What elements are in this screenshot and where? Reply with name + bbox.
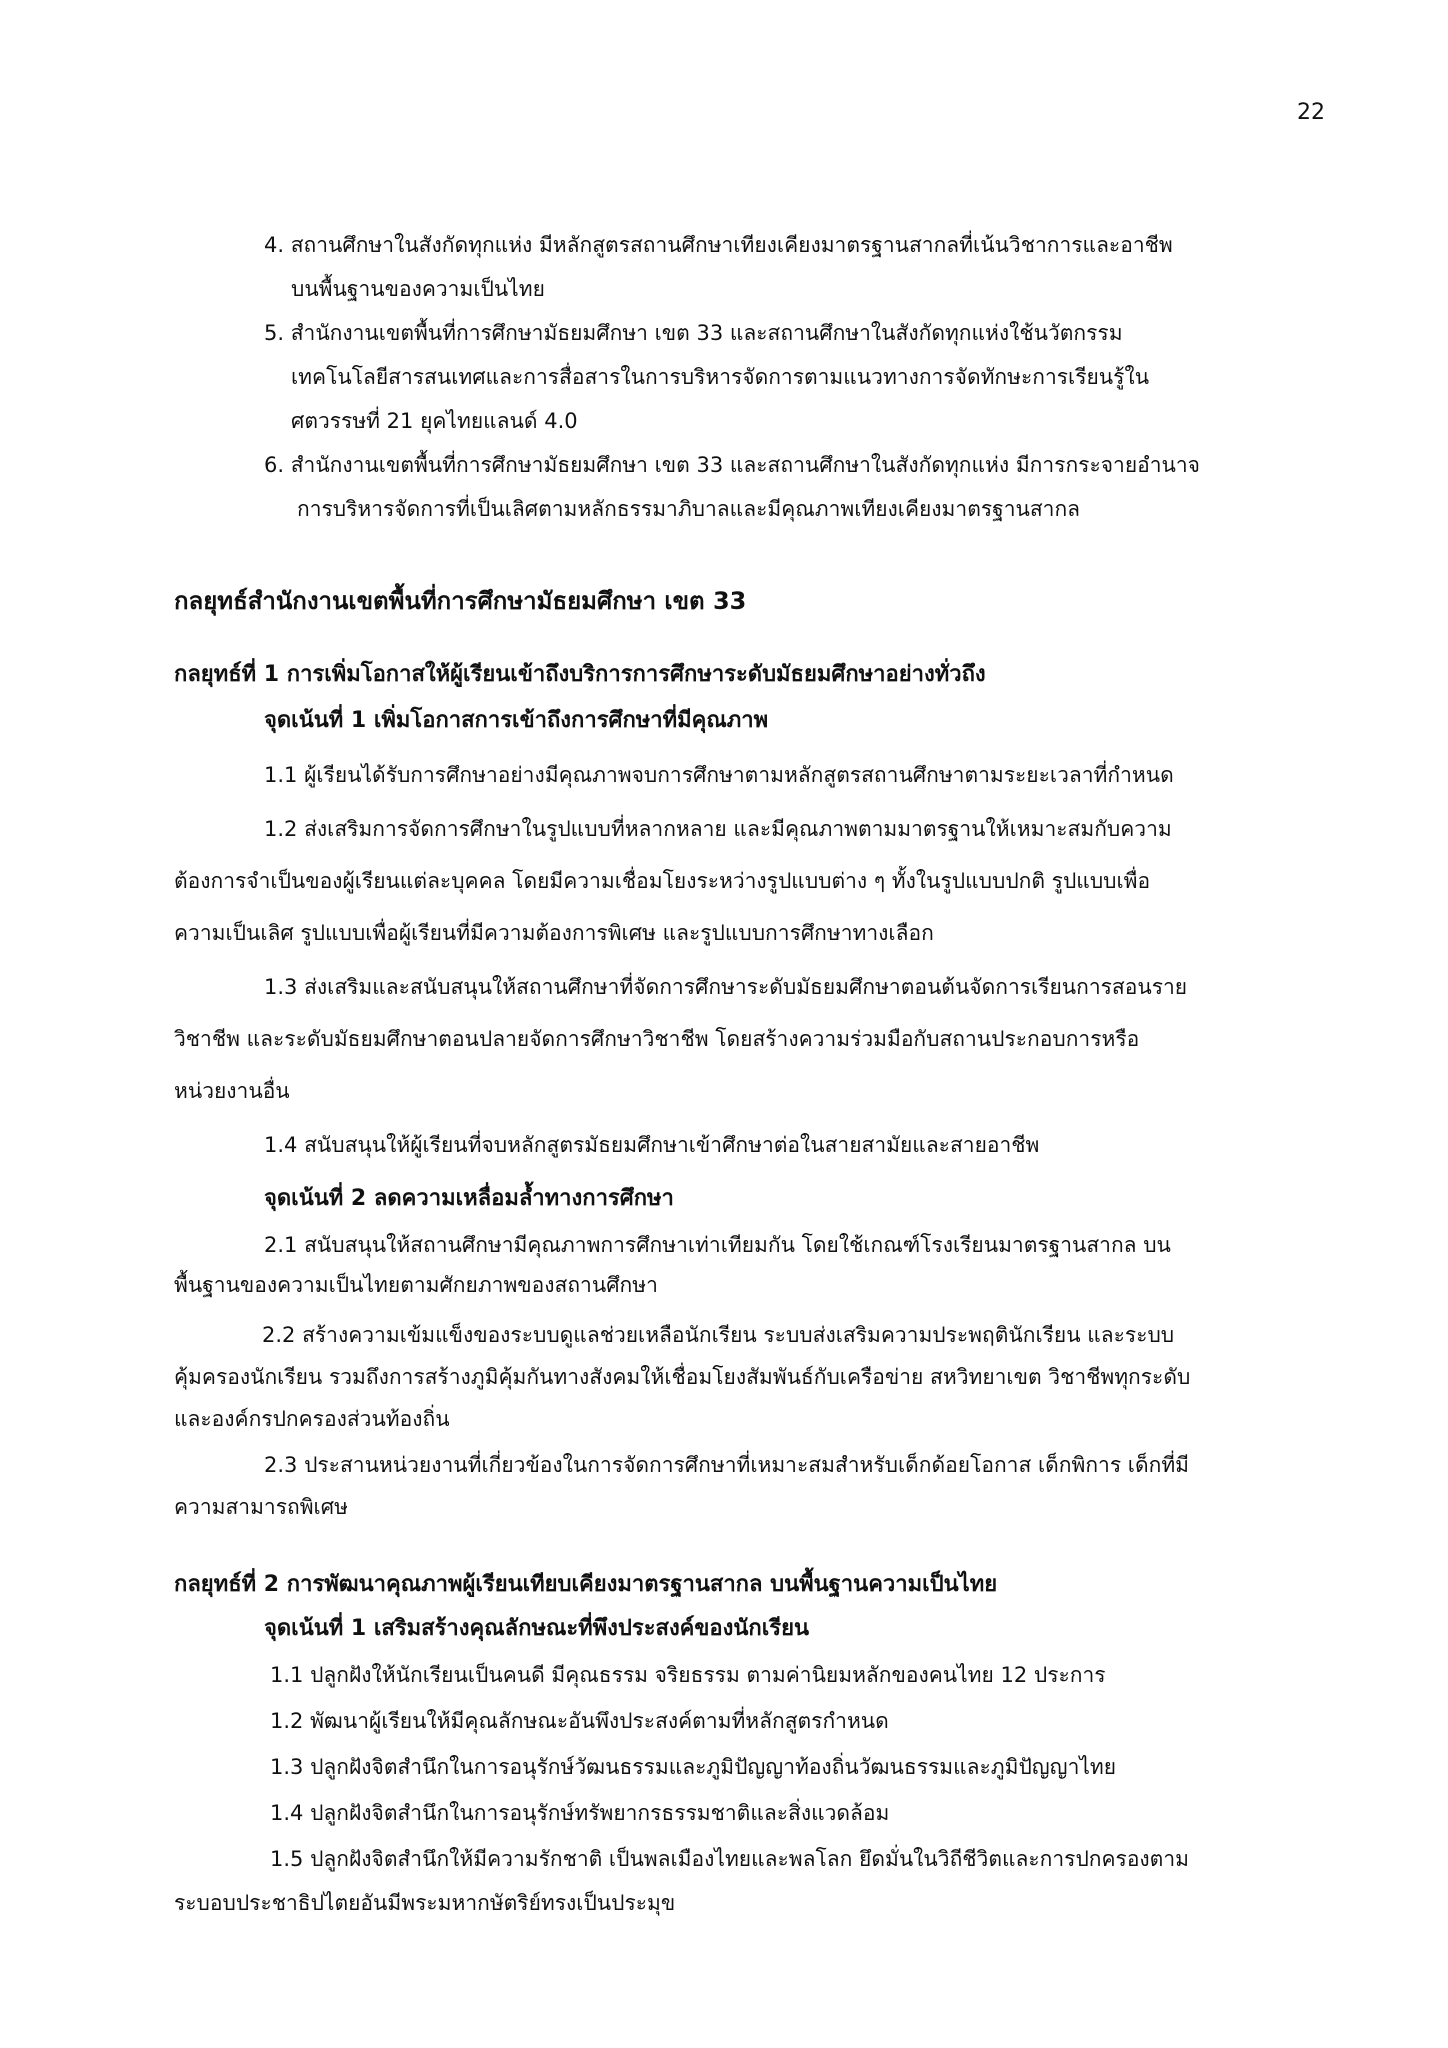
- s2-f1-item-1-2: 1.2 พัฒนาผู้เรียนให้มีคุณลักษณะอันพึงประสงค์ตามที่หลักสูตรกำหนด: [270, 1709, 889, 1733]
- s1-f2-item-2-3-line-2: ความสามารถพิเศษ: [174, 1495, 348, 1519]
- strategy-1-focus-1-title: จุดเน้นที่ 1 เพิ่มโอกาสการเข้าถึงการศึกษาที่มีคุณภาพ: [264, 708, 769, 733]
- s1-f2-item-2-1-line-2: พื้นฐานของความเป็นไทยตามศักยภาพของสถานศึกษา: [174, 1273, 658, 1297]
- section-title: กลยุทธ์สำนักงานเขตพื้นที่การศึกษามัธยมศึกษา เขต 33: [174, 587, 747, 615]
- s1-f2-item-2-2-line-1: 2.2 สร้างความเข้มแข็งของระบบดูแลช่วยเหลือนักเรียน ระบบส่งเสริมความประพฤตินักเรียน และระบบ: [262, 1323, 1175, 1347]
- s1-f2-item-2-1-line-1: 2.1 สนับสนุนให้สถานศึกษามีคุณภาพการศึกษาเท่าเทียมกัน โดยใช้เกณฑ์โรงเรียนมาตรฐานสากล บน: [264, 1233, 1171, 1257]
- s1-f1-item-1-3-line-3: หน่วยงานอื่น: [174, 1079, 290, 1103]
- s1-f2-item-2-2-line-2: คุ้มครองนักเรียน รวมถึงการสร้างภูมิคุ้มกันทางสังคมให้เชื่อมโยงสัมพันธ์กับเครือข่าย สหวิทยาเขต วิชาชีพทุกระดับ: [174, 1365, 1191, 1389]
- goal-6-line-2: การบริหารจัดการที่เป็นเลิศตามหลักธรรมาภิบาลและมีคุณภาพเทียงเคียงมาตรฐานสากล: [297, 497, 1081, 521]
- s2-f1-item-1-5-line-1: 1.5 ปลูกฝังจิตสำนึกให้มีความรักชาติ เป็นพลเมืองไทยและพลโลก ยึดมั่นในวิถีชีวิตและการปกครองตาม: [270, 1847, 1189, 1871]
- s1-f1-item-1-3-line-2: วิชาชีพ และระดับมัธยมศึกษาตอนปลายจัดการศึกษาวิชาชีพ โดยสร้างความร่วมมือกับสถานประกอบการหรือ: [174, 1027, 1140, 1051]
- goal-6-line-1: 6. สำนักงานเขตพื้นที่การศึกษามัธยมศึกษา เขต 33 และสถานศึกษาในสังกัดทุกแห่ง มีการกระจายอำนาจ: [264, 453, 1200, 477]
- strategy-2-focus-1-title: จุดเน้นที่ 1 เสริมสร้างคุณลักษณะที่พึงประสงค์ของนักเรียน: [264, 1616, 810, 1641]
- goal-5-line-3: ศตวรรษที่ 21 ยุคไทยแลนด์ 4.0: [291, 409, 578, 433]
- s1-f1-item-1-2-line-2: ต้องการจำเป็นของผู้เรียนแต่ละบุคคล โดยมีความเชื่อมโยงระหว่างรูปแบบต่าง ๆ ทั้งในรูปแบบปกติ รูปแบบเพื่อ: [174, 869, 1151, 893]
- s1-f2-item-2-2-line-3: และองค์กรปกครองส่วนท้องถิ่น: [174, 1407, 450, 1431]
- s1-f2-item-2-3-line-1: 2.3 ประสานหน่วยงานที่เกี่ยวข้องในการจัดการศึกษาที่เหมาะสมสำหรับเด็กด้อยโอกาส เด็กพิการ เด็กที่มี: [264, 1453, 1190, 1477]
- strategy-1-title: กลยุทธ์ที่ 1 การเพิ่มโอกาสให้ผู้เรียนเข้าถึงบริการการศึกษาระดับมัธยมศึกษาอย่างทั่วถึง: [174, 662, 986, 687]
- goal-5-line-1: 5. สำนักงานเขตพื้นที่การศึกษามัธยมศึกษา เขต 33 และสถานศึกษาในสังกัดทุกแห่งใช้นวัตกรรม: [264, 321, 1123, 345]
- s1-f1-item-1-2-line-3: ความเป็นเลิศ รูปแบบเพื่อผู้เรียนที่มีความต้องการพิเศษ และรูปแบบการศึกษาทางเลือก: [174, 921, 934, 945]
- s2-f1-item-1-5-line-2: ระบอบประชาธิปไตยอันมีพระมหากษัตริย์ทรงเป็นประมุข: [174, 1891, 676, 1915]
- strategy-2-title: กลยุทธ์ที่ 2 การพัฒนาคุณภาพผู้เรียนเทียบเคียงมาตรฐานสากล บนพื้นฐานความเป็นไทย: [174, 1572, 998, 1597]
- s2-f1-item-1-4: 1.4 ปลูกฝังจิตสำนึกในการอนุรักษ์ทรัพยากรธรรมชาติและสิ่งแวดล้อม: [270, 1801, 890, 1825]
- strategy-1-focus-2-title: จุดเน้นที่ 2 ลดความเหลื่อมล้ำทางการศึกษา: [264, 1186, 674, 1211]
- goal-4-line-2: บนพื้นฐานของความเป็นไทย: [291, 277, 545, 301]
- s2-f1-item-1-1: 1.1 ปลูกฝังให้นักเรียนเป็นคนดี มีคุณธรรม จริยธรรม ตามค่านิยมหลักของคนไทย 12 ประการ: [270, 1663, 1106, 1687]
- page-number: 22: [1297, 100, 1325, 125]
- goal-4-line-1: 4. สถานศึกษาในสังกัดทุกแห่ง มีหลักสูตรสถานศึกษาเทียงเคียงมาตรฐานสากลที่เน้นวิชาการและอาชีพ: [264, 233, 1173, 257]
- goal-5-line-2: เทคโนโลยีสารสนเทศและการสื่อสารในการบริหารจัดการตามแนวทางการจัดทักษะการเรียนรู้ใน: [291, 365, 1150, 389]
- s1-f1-item-1-4: 1.4 สนับสนุนให้ผู้เรียนที่จบหลักสูตรมัธยมศึกษาเข้าศึกษาต่อในสายสามัยและสายอาชีพ: [264, 1133, 1040, 1157]
- s1-f1-item-1-1: 1.1 ผู้เรียนได้รับการศึกษาอย่างมีคุณภาพจบการศึกษาตามหลักสูตรสถานศึกษาตามระยะเวลาที่กำหนด: [264, 763, 1174, 787]
- s1-f1-item-1-2-line-1: 1.2 ส่งเสริมการจัดการศึกษาในรูปแบบที่หลากหลาย และมีคุณภาพตามมาตรฐานให้เหมาะสมกับความ: [264, 817, 1172, 841]
- s1-f1-item-1-3-line-1: 1.3 ส่งเสริมและสนับสนุนให้สถานศึกษาที่จัดการศึกษาระดับมัธยมศึกษาตอนต้นจัดการเรียนการสอนราย: [264, 975, 1188, 999]
- s2-f1-item-1-3: 1.3 ปลูกฝังจิตสำนึกในการอนุรักษ์วัฒนธรรมและภูมิปัญญาท้องถิ่นวัฒนธรรมและภูมิปัญญาไทย: [270, 1755, 1117, 1779]
